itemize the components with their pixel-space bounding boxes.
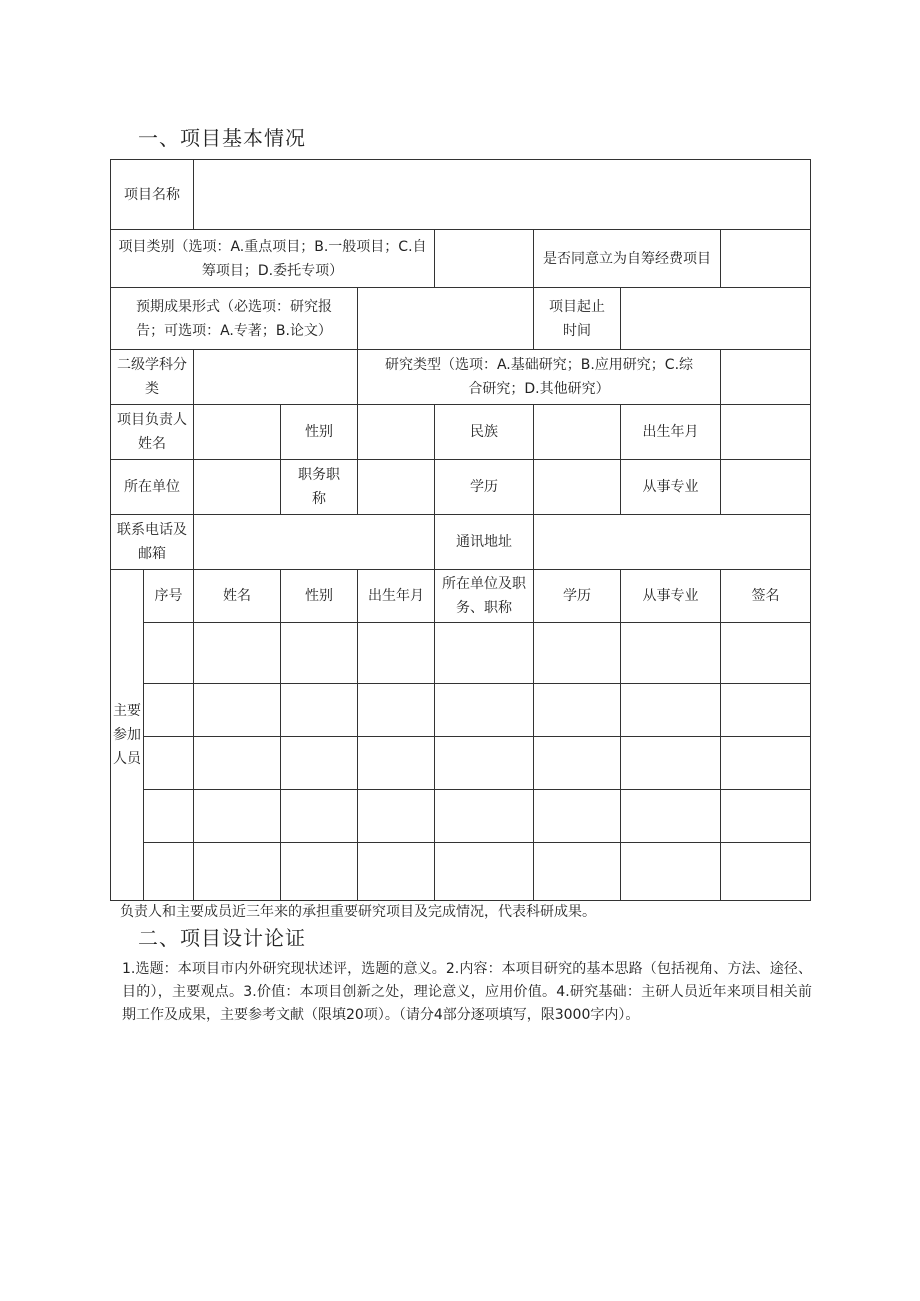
members-header-gender: 性别	[281, 570, 358, 623]
member-cell[interactable]	[194, 737, 281, 790]
member-cell[interactable]	[721, 790, 811, 843]
member-cell[interactable]	[358, 684, 435, 737]
member-cell[interactable]	[435, 684, 534, 737]
member-row	[111, 684, 811, 737]
project-name-label: 项目名称	[111, 160, 194, 230]
member-cell[interactable]	[144, 623, 194, 684]
member-cell[interactable]	[435, 623, 534, 684]
member-cell[interactable]	[534, 843, 621, 901]
members-label: 主要参加人员	[111, 570, 144, 901]
position-title-field[interactable]	[358, 460, 435, 515]
work-unit-field[interactable]	[194, 460, 281, 515]
member-cell[interactable]	[194, 684, 281, 737]
member-cell[interactable]	[194, 843, 281, 901]
members-header-unit: 所在单位及职务、职称	[435, 570, 534, 623]
section2-title: 二、项目设计论证	[138, 926, 306, 950]
member-cell[interactable]	[358, 843, 435, 901]
project-info-table	[110, 159, 811, 901]
member-cell[interactable]	[281, 790, 358, 843]
member-cell[interactable]	[534, 684, 621, 737]
member-cell[interactable]	[721, 843, 811, 901]
expected-result-field[interactable]	[358, 288, 534, 350]
member-cell[interactable]	[358, 623, 435, 684]
project-category-field[interactable]	[435, 230, 534, 288]
leader-name-field[interactable]	[194, 405, 281, 460]
member-row	[111, 623, 811, 684]
education-field[interactable]	[534, 460, 621, 515]
member-cell[interactable]	[534, 623, 621, 684]
gender-label: 性别	[281, 405, 358, 460]
specialty-label: 从事专业	[621, 460, 721, 515]
member-cell[interactable]	[534, 790, 621, 843]
member-cell[interactable]	[194, 790, 281, 843]
phone-email-field[interactable]	[194, 515, 435, 570]
phone-email-label: 联系电话及邮箱	[111, 515, 194, 570]
member-cell[interactable]	[194, 623, 281, 684]
members-header-signature: 签名	[721, 570, 811, 623]
member-cell[interactable]	[435, 843, 534, 901]
expected-result-label: 预期成果形式（必选项：研究报告；可选项：A.专著；B.论文）	[111, 288, 358, 350]
member-cell[interactable]	[144, 684, 194, 737]
ethnicity-label: 民族	[435, 405, 534, 460]
member-cell[interactable]	[721, 737, 811, 790]
gender-field[interactable]	[358, 405, 435, 460]
member-cell[interactable]	[621, 623, 721, 684]
member-cell[interactable]	[281, 843, 358, 901]
member-cell[interactable]	[144, 737, 194, 790]
birth-date-field[interactable]	[721, 405, 811, 460]
discipline-field[interactable]	[194, 350, 358, 405]
address-label: 通讯地址	[435, 515, 534, 570]
member-cell[interactable]	[358, 790, 435, 843]
education-label: 学历	[435, 460, 534, 515]
work-unit-label: 所在单位	[111, 460, 194, 515]
project-name-field[interactable]	[194, 160, 811, 230]
member-cell[interactable]	[534, 737, 621, 790]
member-cell[interactable]	[281, 737, 358, 790]
ethnicity-field[interactable]	[534, 405, 621, 460]
project-period-field[interactable]	[621, 288, 811, 350]
research-type-label: 研究类型（选项：A.基础研究；B.应用研究；C.综合研究；D.其他研究）	[358, 350, 721, 405]
member-cell[interactable]	[144, 843, 194, 901]
design-instructions: 1.选题：本项目市内外研究现状述评，选题的意义。2.内容：本项目研究的基本思路（包括视角、方法、途径、目的），主要观点。3.价值：本项目创新之处，理论意义，应用价值。4.研究基础：主研人员近年来项目相关前期工作及成果，主要参考文献（限填20项）。（请分4部分逐项填写，限3000字内）。	[122, 961, 812, 1023]
member-cell[interactable]	[281, 684, 358, 737]
self-funded-field[interactable]	[721, 230, 811, 288]
position-title-label: 职务职称	[281, 460, 358, 515]
members-header-index: 序号	[144, 570, 194, 623]
research-type-field[interactable]	[721, 350, 811, 405]
member-cell[interactable]	[621, 684, 721, 737]
self-funded-label: 是否同意立为自筹经费项目	[534, 230, 721, 288]
member-row	[111, 790, 811, 843]
address-field[interactable]	[534, 515, 811, 570]
discipline-label: 二级学科分类	[111, 350, 194, 405]
project-category-label: 项目类别（选项：A.重点项目；B.一般项目；C.自筹项目；D.委托专项）	[111, 230, 435, 288]
member-row	[111, 737, 811, 790]
member-cell[interactable]	[435, 737, 534, 790]
section1-title: 一、项目基本情况	[138, 126, 306, 150]
member-row	[111, 843, 811, 901]
project-period-label: 项目起止时间	[534, 288, 621, 350]
achievements-note: 负责人和主要成员近三年来的承担重要研究项目及完成情况，代表科研成果。	[120, 904, 596, 920]
member-cell[interactable]	[621, 737, 721, 790]
birth-date-label: 出生年月	[621, 405, 721, 460]
member-cell[interactable]	[621, 790, 721, 843]
member-cell[interactable]	[281, 623, 358, 684]
members-header-name: 姓名	[194, 570, 281, 623]
member-cell[interactable]	[721, 684, 811, 737]
member-cell[interactable]	[358, 737, 435, 790]
member-cell[interactable]	[721, 623, 811, 684]
member-cell[interactable]	[435, 790, 534, 843]
member-cell[interactable]	[144, 790, 194, 843]
specialty-field[interactable]	[721, 460, 811, 515]
member-cell[interactable]	[621, 843, 721, 901]
members-header-specialty: 从事专业	[621, 570, 721, 623]
members-header-education: 学历	[534, 570, 621, 623]
leader-name-label: 项目负责人姓名	[111, 405, 194, 460]
members-header-birth: 出生年月	[358, 570, 435, 623]
